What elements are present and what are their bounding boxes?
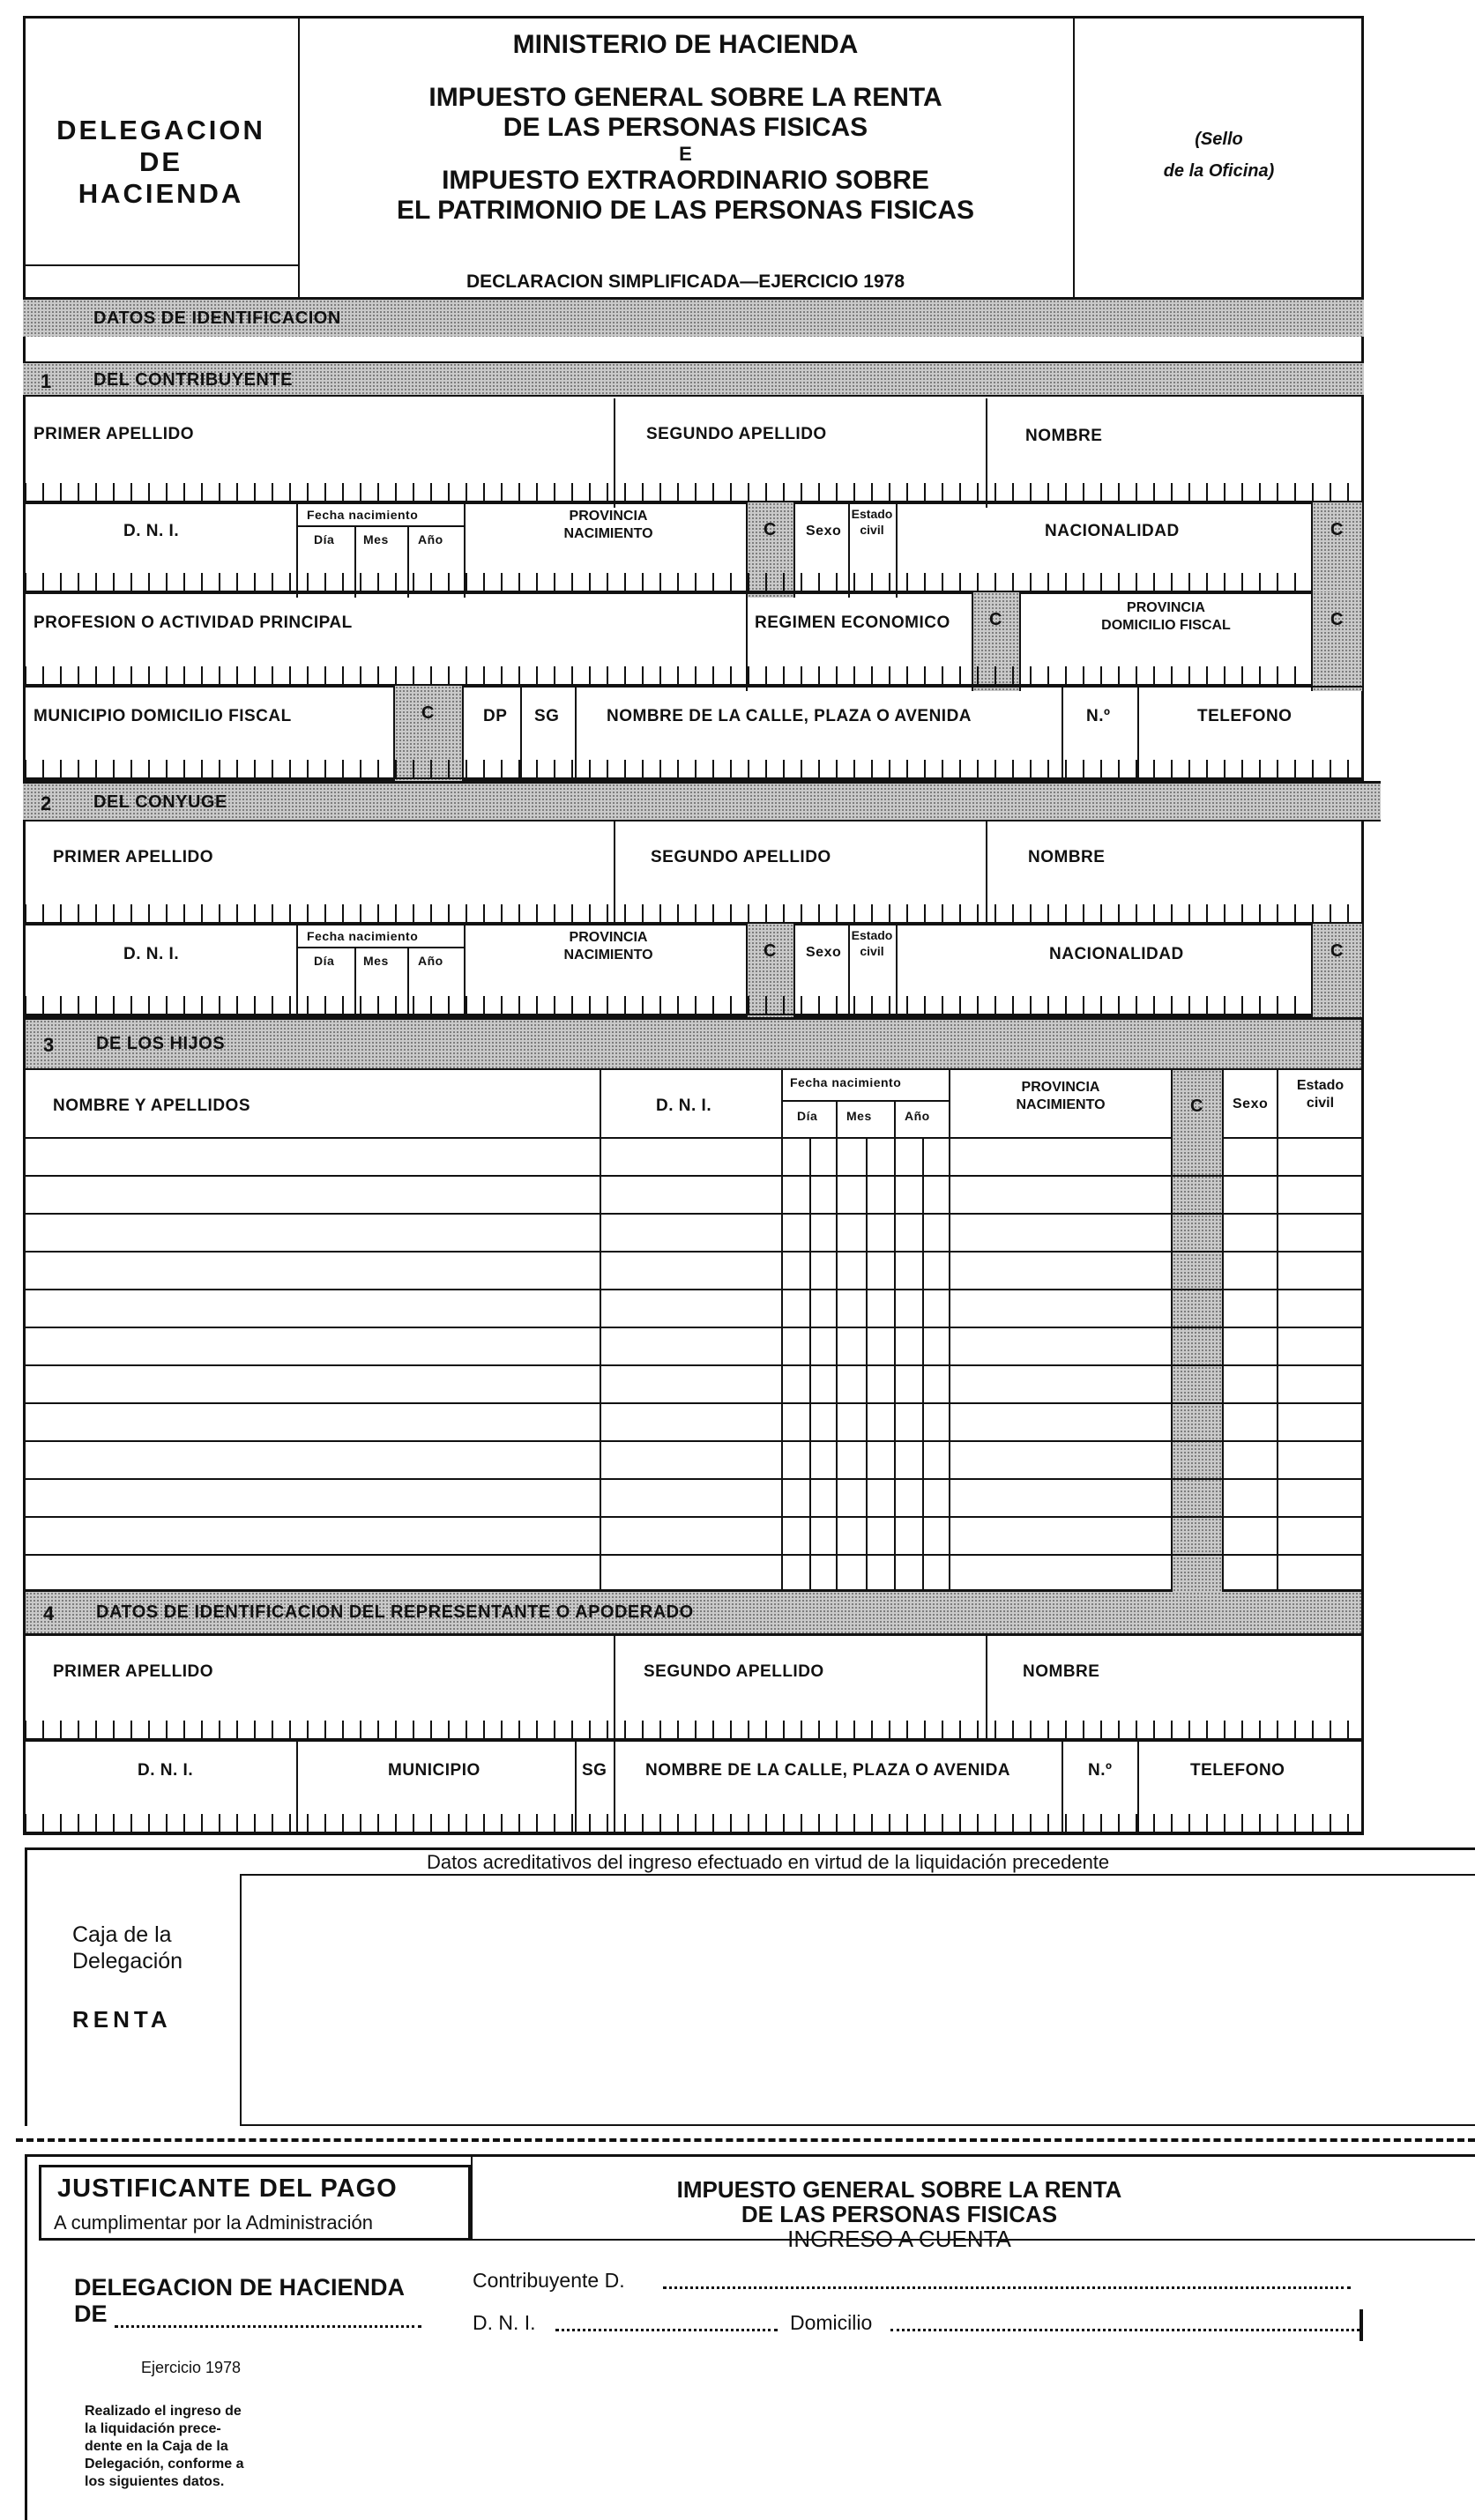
ingreso-inner-box[interactable] <box>240 1874 1475 2126</box>
label-nombre-apellidos: NOMBRE Y APELLIDOS <box>53 1096 251 1115</box>
hijos-row-line <box>23 1175 1364 1177</box>
c-box-7: C <box>1311 924 1362 1017</box>
hijos-row-line <box>23 1478 1364 1480</box>
input-primer-apellido-1[interactable] <box>25 483 1362 502</box>
delegacion-de-line[interactable] <box>115 2325 421 2328</box>
input-profesion[interactable] <box>25 666 1312 686</box>
label-nacionalidad-1: NACIONALIDAD <box>1045 522 1180 540</box>
label-profesion: PROFESION O ACTIVIDAD PRINCIPAL <box>34 613 353 632</box>
declaracion-simplificada: DECLARACION SIMPLIFICADA—EJERCICIO 1978 <box>466 271 905 292</box>
c-box-4: C <box>1311 592 1362 691</box>
datos-identificacion-bar: DATOS DE IDENTIFICACION <box>23 300 1364 337</box>
dni-line-justificante[interactable] <box>555 2329 778 2331</box>
sello-oficina: (Sello de la Oficina) <box>1163 130 1275 181</box>
hijos-row-line <box>23 1327 1364 1328</box>
section-4-bar: 4 DATOS DE IDENTIFICACION DEL REPRESENTANTE O APODERADO <box>23 1592 1364 1636</box>
justificante-impuesto: IMPUESTO GENERAL SOBRE LA RENTA DE LAS PERSONAS FISICAS INGRESO A CUENTA <box>676 2176 1122 2252</box>
ministerio-title: MINISTERIO DE HACIENDA <box>512 30 859 59</box>
c-box-1: C <box>746 502 795 598</box>
label-calle-1: NOMBRE DE LA CALLE, PLAZA O AVENIDA <box>607 707 972 725</box>
input-representante-apellidos[interactable] <box>25 1721 1362 1740</box>
realizado-note: Realizado el ingreso de la liquidación prece- dente en la Caja de la Delegación, conforme a los siguientes datos. <box>85 2404 244 2489</box>
delegacion-hacienda-heading: DELEGACION DE HACIENDA <box>56 115 265 209</box>
form-title: MINISTERIO DE HACIENDA IMPUESTO GENERAL SOBRE LA RENTA DE LAS PERSONAS FISICAS E IMPUESTO EXTRAORDINARIO SOBRE EL PATRIMONIO DE LAS PERSONAS FISICAS <box>300 30 1071 226</box>
label-dni-1: D. N. I. <box>123 522 180 540</box>
hijos-row-line <box>23 1213 1364 1215</box>
c-box-2: C <box>1311 502 1362 598</box>
input-conyuge-apellidos[interactable] <box>25 904 1362 924</box>
label-primer-apellido: PRIMER APELLIDO <box>34 425 195 443</box>
hijos-row-line <box>23 1440 1364 1442</box>
input-representante-dni[interactable] <box>25 1814 1362 1833</box>
ejercicio-label: Ejercicio 1978 <box>141 2359 242 2376</box>
c-column-hijos: C <box>1171 1070 1224 1592</box>
domicilio-label: Domicilio <box>790 2311 873 2334</box>
section-3-bar: 3 DE LOS HIJOS <box>23 1017 1364 1070</box>
label-segundo-apellido: SEGUNDO APELLIDO <box>646 425 827 443</box>
label-telefono-1: TELEFONO <box>1197 707 1292 725</box>
renta-label: RENTA <box>72 2006 172 2033</box>
cut-line <box>16 2138 1475 2142</box>
c-box-6: C <box>746 924 795 1017</box>
hijos-row-line <box>23 1554 1364 1556</box>
label-municipio-domicilio: MUNICIPIO DOMICILIO FISCAL <box>34 707 292 725</box>
label-provincia-domicilio: PROVINCIA DOMICILIO FISCAL <box>1101 600 1231 633</box>
contribuyente-label: Contribuyente D. <box>473 2269 625 2292</box>
ingreso-title: Datos acreditativos del ingreso efectuado en virtud de la liquidación precedente <box>427 1851 1110 1873</box>
label-regimen: REGIMEN ECONOMICO <box>755 613 950 632</box>
dni-label-justificante: D. N. I. <box>473 2311 536 2334</box>
hijos-row-line <box>23 1402 1364 1404</box>
caja-delegacion-label: Caja de la Delegación <box>72 1922 183 1974</box>
c-box-5: C <box>393 686 464 781</box>
section-1-bar: 1 DEL CONTRIBUYENTE <box>23 361 1364 397</box>
label-nombre: NOMBRE <box>1025 427 1103 445</box>
hijos-row-line <box>23 1251 1364 1253</box>
justificante-title-box: JUSTIFICANTE DEL PAGO A cumplimentar por la Administración <box>39 2165 471 2241</box>
hijos-row-line <box>23 1289 1364 1290</box>
input-municipio[interactable] <box>25 760 1362 779</box>
input-conyuge-dni[interactable] <box>25 996 1312 1015</box>
hijos-row-line <box>23 1516 1364 1518</box>
section-2-bar: 2 DEL CONYUGE <box>23 781 1381 821</box>
label-provincia-nacimiento-1: PROVINCIA NACIMIENTO <box>563 509 653 541</box>
contribuyente-line[interactable] <box>663 2286 1351 2289</box>
input-dni-1[interactable] <box>25 573 1312 592</box>
justificante-delegacion: DELEGACION DE HACIENDA DE <box>74 2274 406 2327</box>
c-box-3: C <box>972 592 1021 691</box>
domicilio-line[interactable] <box>890 2329 1360 2331</box>
hijos-row-line <box>23 1364 1364 1366</box>
section-3-frame <box>23 1070 1364 1592</box>
